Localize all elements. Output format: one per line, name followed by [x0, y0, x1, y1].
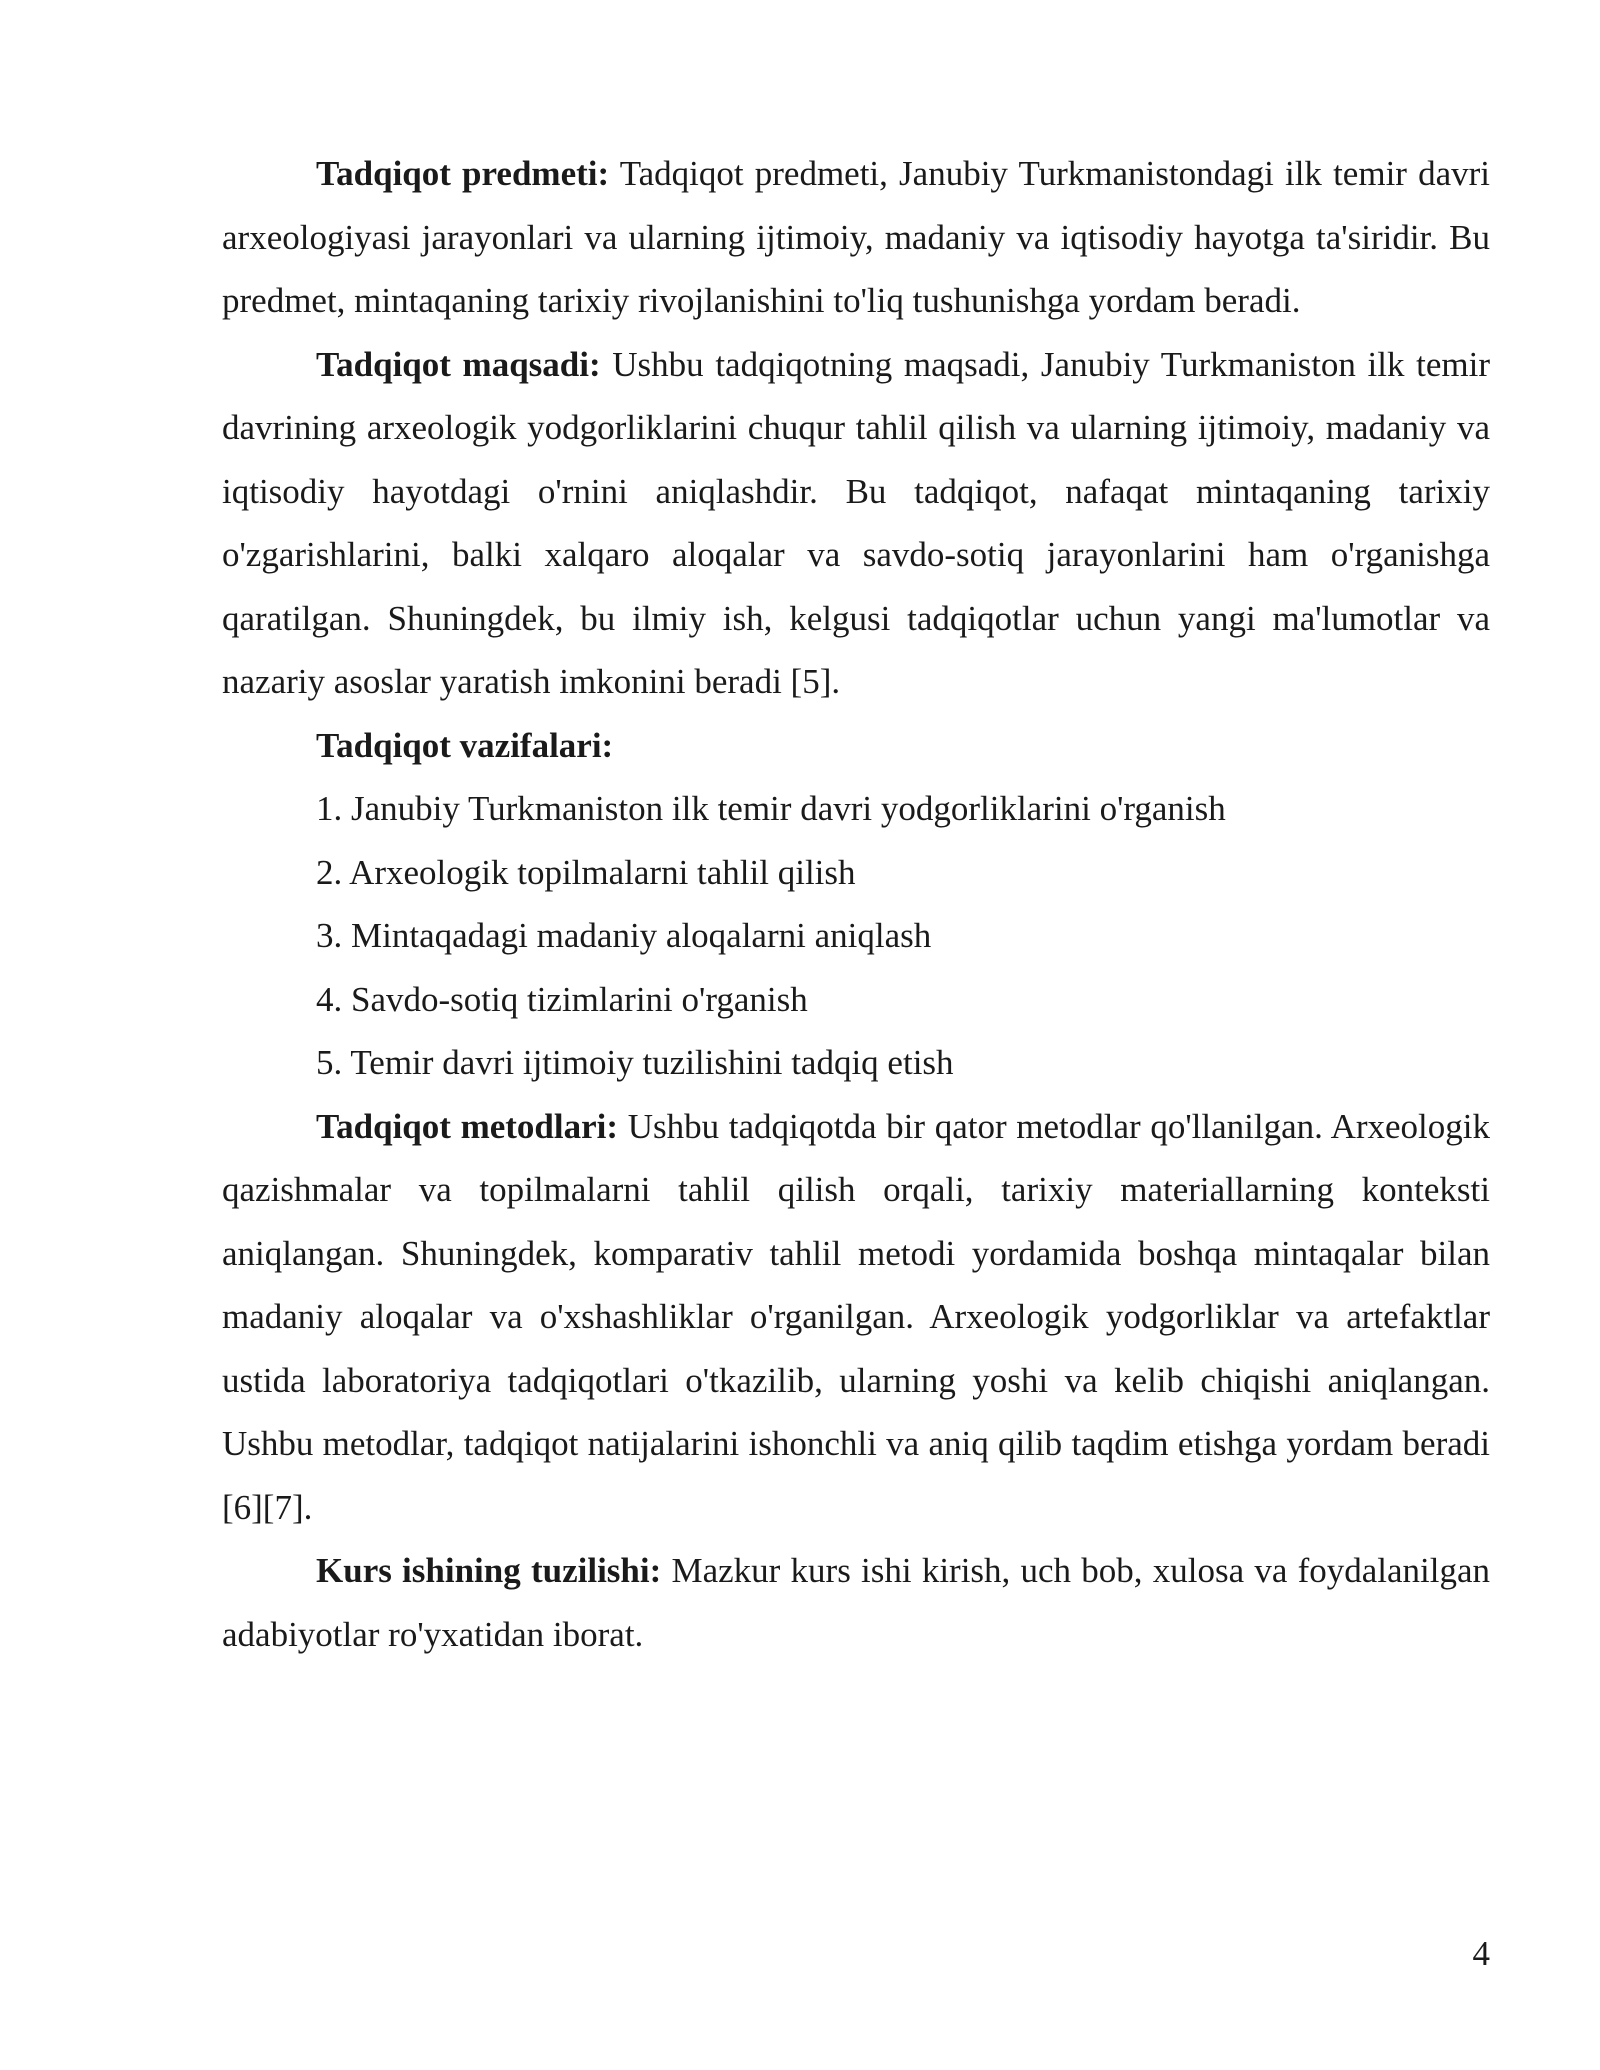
body-maqsad: Ushbu tadqiqotning maqsadi, Janubiy Turkmaniston ilk temir davrining arxeologik yodgorliklarini chuqur tahlil qilish va ularning ijtimoiy, madaniy va iqtisodiy hayotdagi o'rnini aniqlashdir. Bu tadqiqot, nafaqat mintaqaning tarixiy o'zgarishlarini, balki xalqaro aloqalar va savdo-sotiq jarayonlarini ham o'rganishga qaratilgan. Shuningdek, bu ilmiy ish, kelgusi tadqiqotlar uchun yangi ma'lumotlar va nazariy asoslar yaratish imkonini beradi [5]. — [222, 344, 1491, 701]
heading-tuzilishi: Kurs ishining tuzilishi: — [316, 1551, 662, 1590]
paragraph-tuzilishi — [222, 1539, 1490, 1666]
body-metodlar: Ushbu tadqiqotda bir qator metodlar qo'llanilgan. Arxeologik qazishmalar va topilmalarni tahlil qilish orqali, tarixiy materiallarning konteksti aniqlangan. Shuningdek, komparativ tahlil metodi yordamida boshqa mintaqalar bilan madaniy aloqalar va o'xshashliklar o'rganilgan. Arxeologik yodgorliklar va artefaktlar ustida laboratoriya tadqiqotlari o'tkazilib, ularning yoshi va kelib chiqishi aniqlangan. Ushbu metodlar, tadqiqot natijalarini ishonchli va aniq qilib taqdim etishga yordam beradi [6][7]. — [222, 1106, 1491, 1527]
body-predmet: Tadqiqot predmeti, Janubiy Turkmanistondagi ilk temir davri arxeologiyasi jarayonlari va ularning ijtimoiy, madaniy va iqtisodiy hayotga ta'siridir. Bu predmet, mintaqaning tarixiy rivojlanishini to'liq tushunishga yordam beradi. — [222, 154, 1491, 320]
heading-metodlar: Tadqiqot metodlari: — [316, 1106, 619, 1146]
paragraph-predmet — [222, 142, 1490, 333]
heading-vazifalar: Tadqiqot vazifalari: — [316, 725, 614, 765]
list-item: 3. Mintaqadagi madaniy aloqalarni aniqlash — [316, 916, 932, 955]
paragraph-maqsad — [222, 333, 1490, 714]
heading-maqsad: Tadqiqot maqsadi: — [316, 344, 601, 384]
heading-predmet: Tadqiqot predmeti: — [316, 154, 610, 193]
paragraph-metodlar — [222, 1095, 1490, 1540]
body-tuzilishi: Mazkur kurs ishi kirish, uch bob, xulosa va foydalanilgan adabiyotlar ro'yxatidan iborat. — [222, 1551, 1491, 1654]
page-number: 4 — [1472, 1934, 1490, 1973]
list-item: 4. Savdo-sotiq tizimlarini o'rganish — [316, 979, 808, 1019]
list-item: 1. Janubiy Turkmaniston ilk temir davri yodgorliklarini o'rganish — [316, 789, 1226, 828]
document-body — [222, 142, 1490, 1666]
task-list — [222, 777, 1490, 1095]
list-item: 5. Temir davri ijtimoiy tuzilishini tadqiq etish — [316, 1043, 954, 1082]
list-item: 2. Arxeologik topilmalarni tahlil qilish — [316, 852, 856, 892]
